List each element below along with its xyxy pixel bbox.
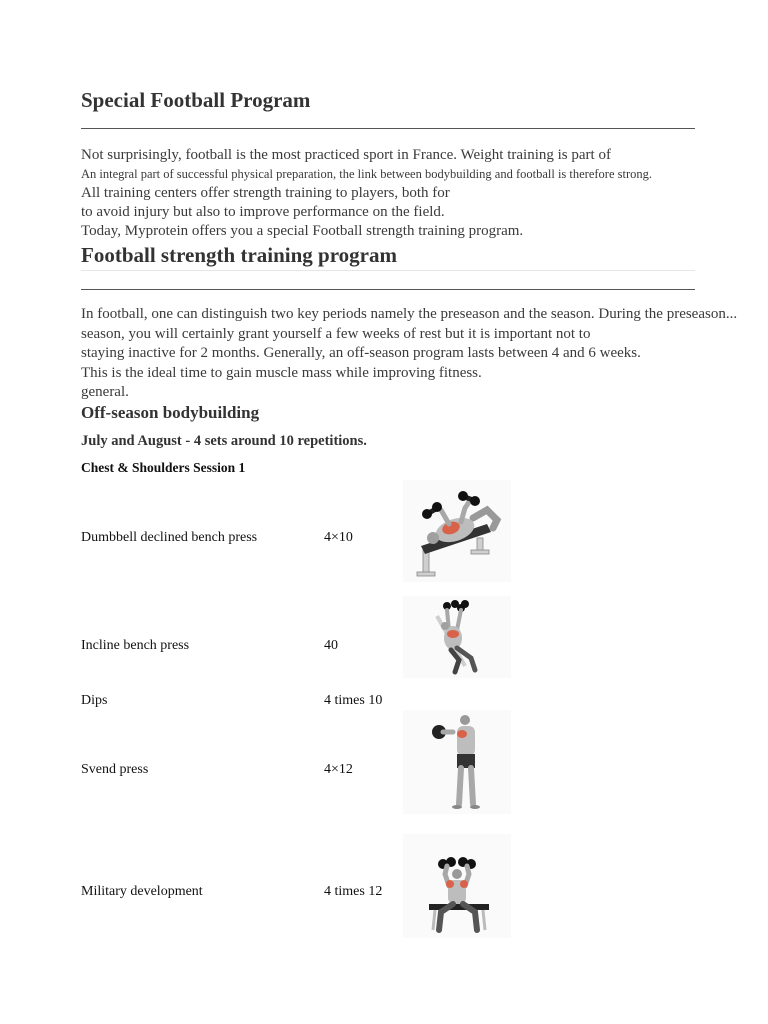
period-line: July and August - 4 sets around 10 repetitions. bbox=[81, 433, 367, 449]
section-faint-divider bbox=[81, 270, 695, 271]
exercise-reps: 40 bbox=[324, 638, 338, 653]
session-title: Chest & Shoulders Session 1 bbox=[81, 460, 246, 475]
intro-line: Today, Myprotein offers you a special Football strength training program. bbox=[81, 223, 524, 239]
exercise-name: Military development bbox=[81, 884, 203, 899]
section-divider bbox=[81, 289, 695, 290]
military-press-illustration bbox=[403, 834, 511, 938]
exercise-name: Svend press bbox=[81, 762, 149, 777]
section-title: Football strength training program bbox=[81, 243, 397, 267]
exercise-reps: 4 times 12 bbox=[324, 884, 383, 899]
subsection-title: Off-season bodybuilding bbox=[81, 403, 260, 422]
page-title: Special Football Program bbox=[81, 88, 311, 112]
intro-line: Not surprisingly, football is the most practiced sport in France. Weight training is part of bbox=[81, 147, 611, 163]
intro-line: to avoid injury but also to improve performance on the field. bbox=[81, 204, 445, 220]
paragraph-line: In football, one can distinguish two key periods namely the preseason and the season. During the preseason... bbox=[81, 306, 738, 322]
exercise-reps: 4 times 10 bbox=[324, 693, 383, 708]
exercise-reps: 4×12 bbox=[324, 762, 353, 777]
intro-line: An integral part of successful physical preparation, the link between bodybuilding and football is therefore strong. bbox=[81, 167, 653, 181]
paragraph-line: general. bbox=[81, 384, 129, 400]
svend-press-illustration bbox=[403, 710, 511, 814]
title-divider bbox=[81, 128, 695, 129]
intro-line: All training centers offer strength training to players, both for bbox=[81, 185, 450, 201]
paragraph-line: season, you will certainly grant yourself a few weeks of rest but it is important not to bbox=[81, 326, 591, 342]
exercise-name: Dumbbell declined bench press bbox=[81, 530, 258, 545]
exercise-reps: 4×10 bbox=[324, 530, 353, 545]
article bbox=[81, 0, 738, 1024]
exercise-name: Dips bbox=[81, 693, 108, 708]
incline-bench-press-illustration bbox=[403, 596, 511, 678]
decline-bench-press-illustration bbox=[403, 480, 511, 582]
paragraph-line: staying inactive for 2 months. Generally, an off-season program lasts between 4 and 6 weeks. bbox=[81, 345, 641, 361]
paragraph-line: This is the ideal time to gain muscle mass while improving fitness. bbox=[81, 365, 482, 381]
exercise-name: Incline bench press bbox=[81, 638, 190, 653]
